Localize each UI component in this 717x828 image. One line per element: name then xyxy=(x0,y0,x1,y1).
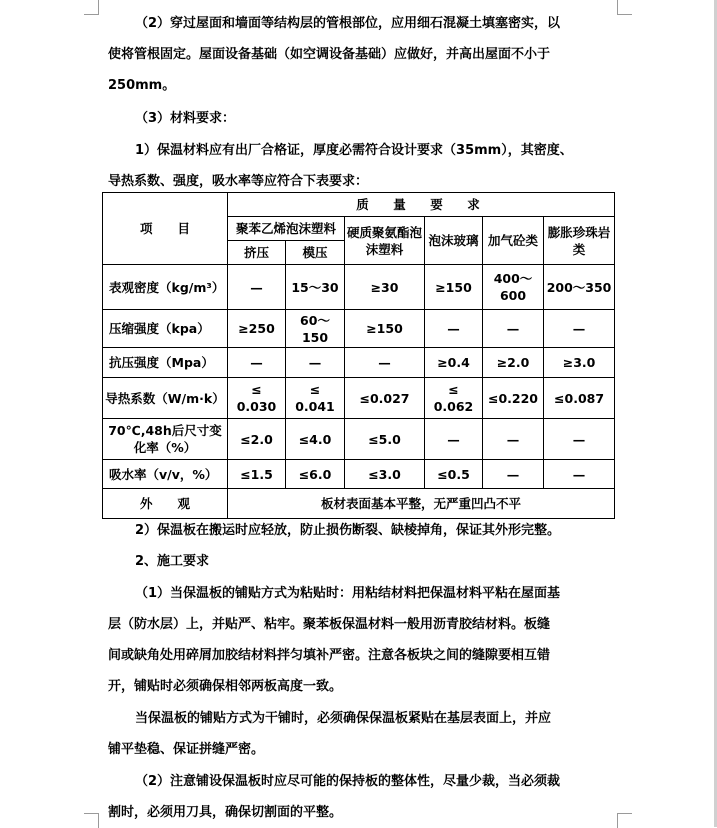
row-label: 表观密度（kg/m³） xyxy=(103,265,228,310)
table-row xyxy=(103,489,615,519)
table-row xyxy=(103,460,615,489)
table-row xyxy=(103,265,615,310)
row-label: 导热系数（W/m·k） xyxy=(103,378,228,419)
paragraph-line: 割时，必须用刀具，确保切割面的平整。 xyxy=(108,805,343,820)
table-row xyxy=(103,310,615,348)
cell: ≤ 0.041 xyxy=(286,378,345,419)
paragraph-line: （1）当保温板的铺贴方式为粘贴时：用粘结材料把保温材料平粘在屋面基 xyxy=(135,586,561,601)
row-label: 抗压强度（Mpa） xyxy=(103,348,228,378)
row-label: 70℃,48h后尺寸变化率（%） xyxy=(103,419,228,460)
table-row xyxy=(103,378,615,419)
row-label: 压缩强度（kpa） xyxy=(103,310,228,348)
cell: ≤3.0 xyxy=(345,460,425,489)
cell: ≤ 0.062 xyxy=(425,378,483,419)
cell: ≥150 xyxy=(425,265,483,310)
cell: ≤6.0 xyxy=(286,460,345,489)
row-label: 吸水率（v/v，%） xyxy=(103,460,228,489)
cell: ≤1.5 xyxy=(228,460,286,489)
cell: — xyxy=(228,265,286,310)
header-item: 项 目 xyxy=(103,193,228,265)
paragraph-line: （2）注意铺设保温板时应尽可能的保持板的整体性，尽量少裁，当必须裁 xyxy=(135,774,561,789)
table-row xyxy=(103,419,615,460)
cell: ≤2.0 xyxy=(228,419,286,460)
section-heading: （3）材料要求： xyxy=(135,111,236,126)
page-corner-mark xyxy=(617,813,632,828)
paragraph-line: 当保温板的铺贴方式为干铺时，必须确保保温板紧贴在基层表面上，并应 xyxy=(135,711,552,726)
cell: ≤0.5 xyxy=(425,460,483,489)
cell: ≤5.0 xyxy=(345,419,425,460)
paragraph-line: 1）保温材料应有出厂合格证，厚度必需符合设计要求（35mm），其密度、 xyxy=(135,143,573,158)
cell: — xyxy=(483,310,544,348)
cell: ≥250 xyxy=(228,310,286,348)
cell: ≤4.0 xyxy=(286,419,345,460)
paragraph-line: 250mm。 xyxy=(108,78,176,93)
paragraph-line: 开，铺贴时必须确保相邻两板高度一致。 xyxy=(108,679,343,694)
cell: ≤0.027 xyxy=(345,378,425,419)
paragraph-line: （2）穿过屋面和墙面等结构层的管根部位，应用细石混凝土填塞密实，以 xyxy=(135,16,561,31)
cell: — xyxy=(483,460,544,489)
header-molded: 模压 xyxy=(286,241,345,265)
cell: — xyxy=(425,419,483,460)
paragraph-line: 2）保温板在搬运时应轻放，防止损伤断裂、缺棱掉角，保证其外形完整。 xyxy=(135,523,561,538)
cell: — xyxy=(425,310,483,348)
page-corner-mark xyxy=(84,0,99,15)
material-requirements-table xyxy=(102,192,615,519)
paragraph-line: 导热系数、强度，吸水率等应符合下表要求： xyxy=(108,174,369,189)
cell: — xyxy=(483,419,544,460)
header-pu: 硬质聚氨酯泡沫塑料 xyxy=(345,217,425,265)
cell: ≥3.0 xyxy=(544,348,615,378)
cell: 15～30 xyxy=(286,265,345,310)
cell: ≥150 xyxy=(345,310,425,348)
cell: — xyxy=(345,348,425,378)
cell: — xyxy=(228,348,286,378)
paragraph-line: 间或缺角处用碎屑加胶结材料拌匀填补严密。注意各板块之间的缝隙要相互错 xyxy=(108,648,551,663)
header-extruded: 挤压 xyxy=(228,241,286,265)
header-aerated: 加气砼类 xyxy=(483,217,544,265)
cell: — xyxy=(544,310,615,348)
page-corner-mark xyxy=(84,813,99,828)
section-heading: 2、施工要求 xyxy=(135,554,210,569)
cell: 60～150 xyxy=(286,310,345,348)
header-foam-glass: 泡沫玻璃 xyxy=(425,217,483,265)
cell: ≥30 xyxy=(345,265,425,310)
cell: ≥0.4 xyxy=(425,348,483,378)
cell: — xyxy=(286,348,345,378)
page-corner-mark xyxy=(617,0,632,15)
row-label-appearance: 外 观 xyxy=(103,489,228,519)
header-perlite: 膨胀珍珠岩类 xyxy=(544,217,615,265)
cell: 400～600 xyxy=(483,265,544,310)
cell: — xyxy=(544,460,615,489)
paragraph-line: 铺平垫稳、保证拼缝严密。 xyxy=(108,742,265,757)
paragraph-line: 使将管根固定。屋面设备基础（如空调设备基础）应做好，并高出屋面不小于 xyxy=(108,47,551,62)
header-quality: 质 量 要 求 xyxy=(228,193,615,217)
cell: ≥2.0 xyxy=(483,348,544,378)
header-eps: 聚苯乙烯泡沫塑料 xyxy=(228,217,345,241)
cell: ≤ 0.030 xyxy=(228,378,286,419)
appearance-value: 板材表面基本平整，无严重凹凸不平 xyxy=(228,489,615,519)
table-row xyxy=(103,348,615,378)
cell: ≤0.220 xyxy=(483,378,544,419)
cell: 200～350 xyxy=(544,265,615,310)
paragraph-line: 层（防水层）上，并贴严、粘牢。聚苯板保温材料一般用沥青胶结材料。板缝 xyxy=(108,617,551,632)
cell: ≤0.087 xyxy=(544,378,615,419)
cell: — xyxy=(544,419,615,460)
